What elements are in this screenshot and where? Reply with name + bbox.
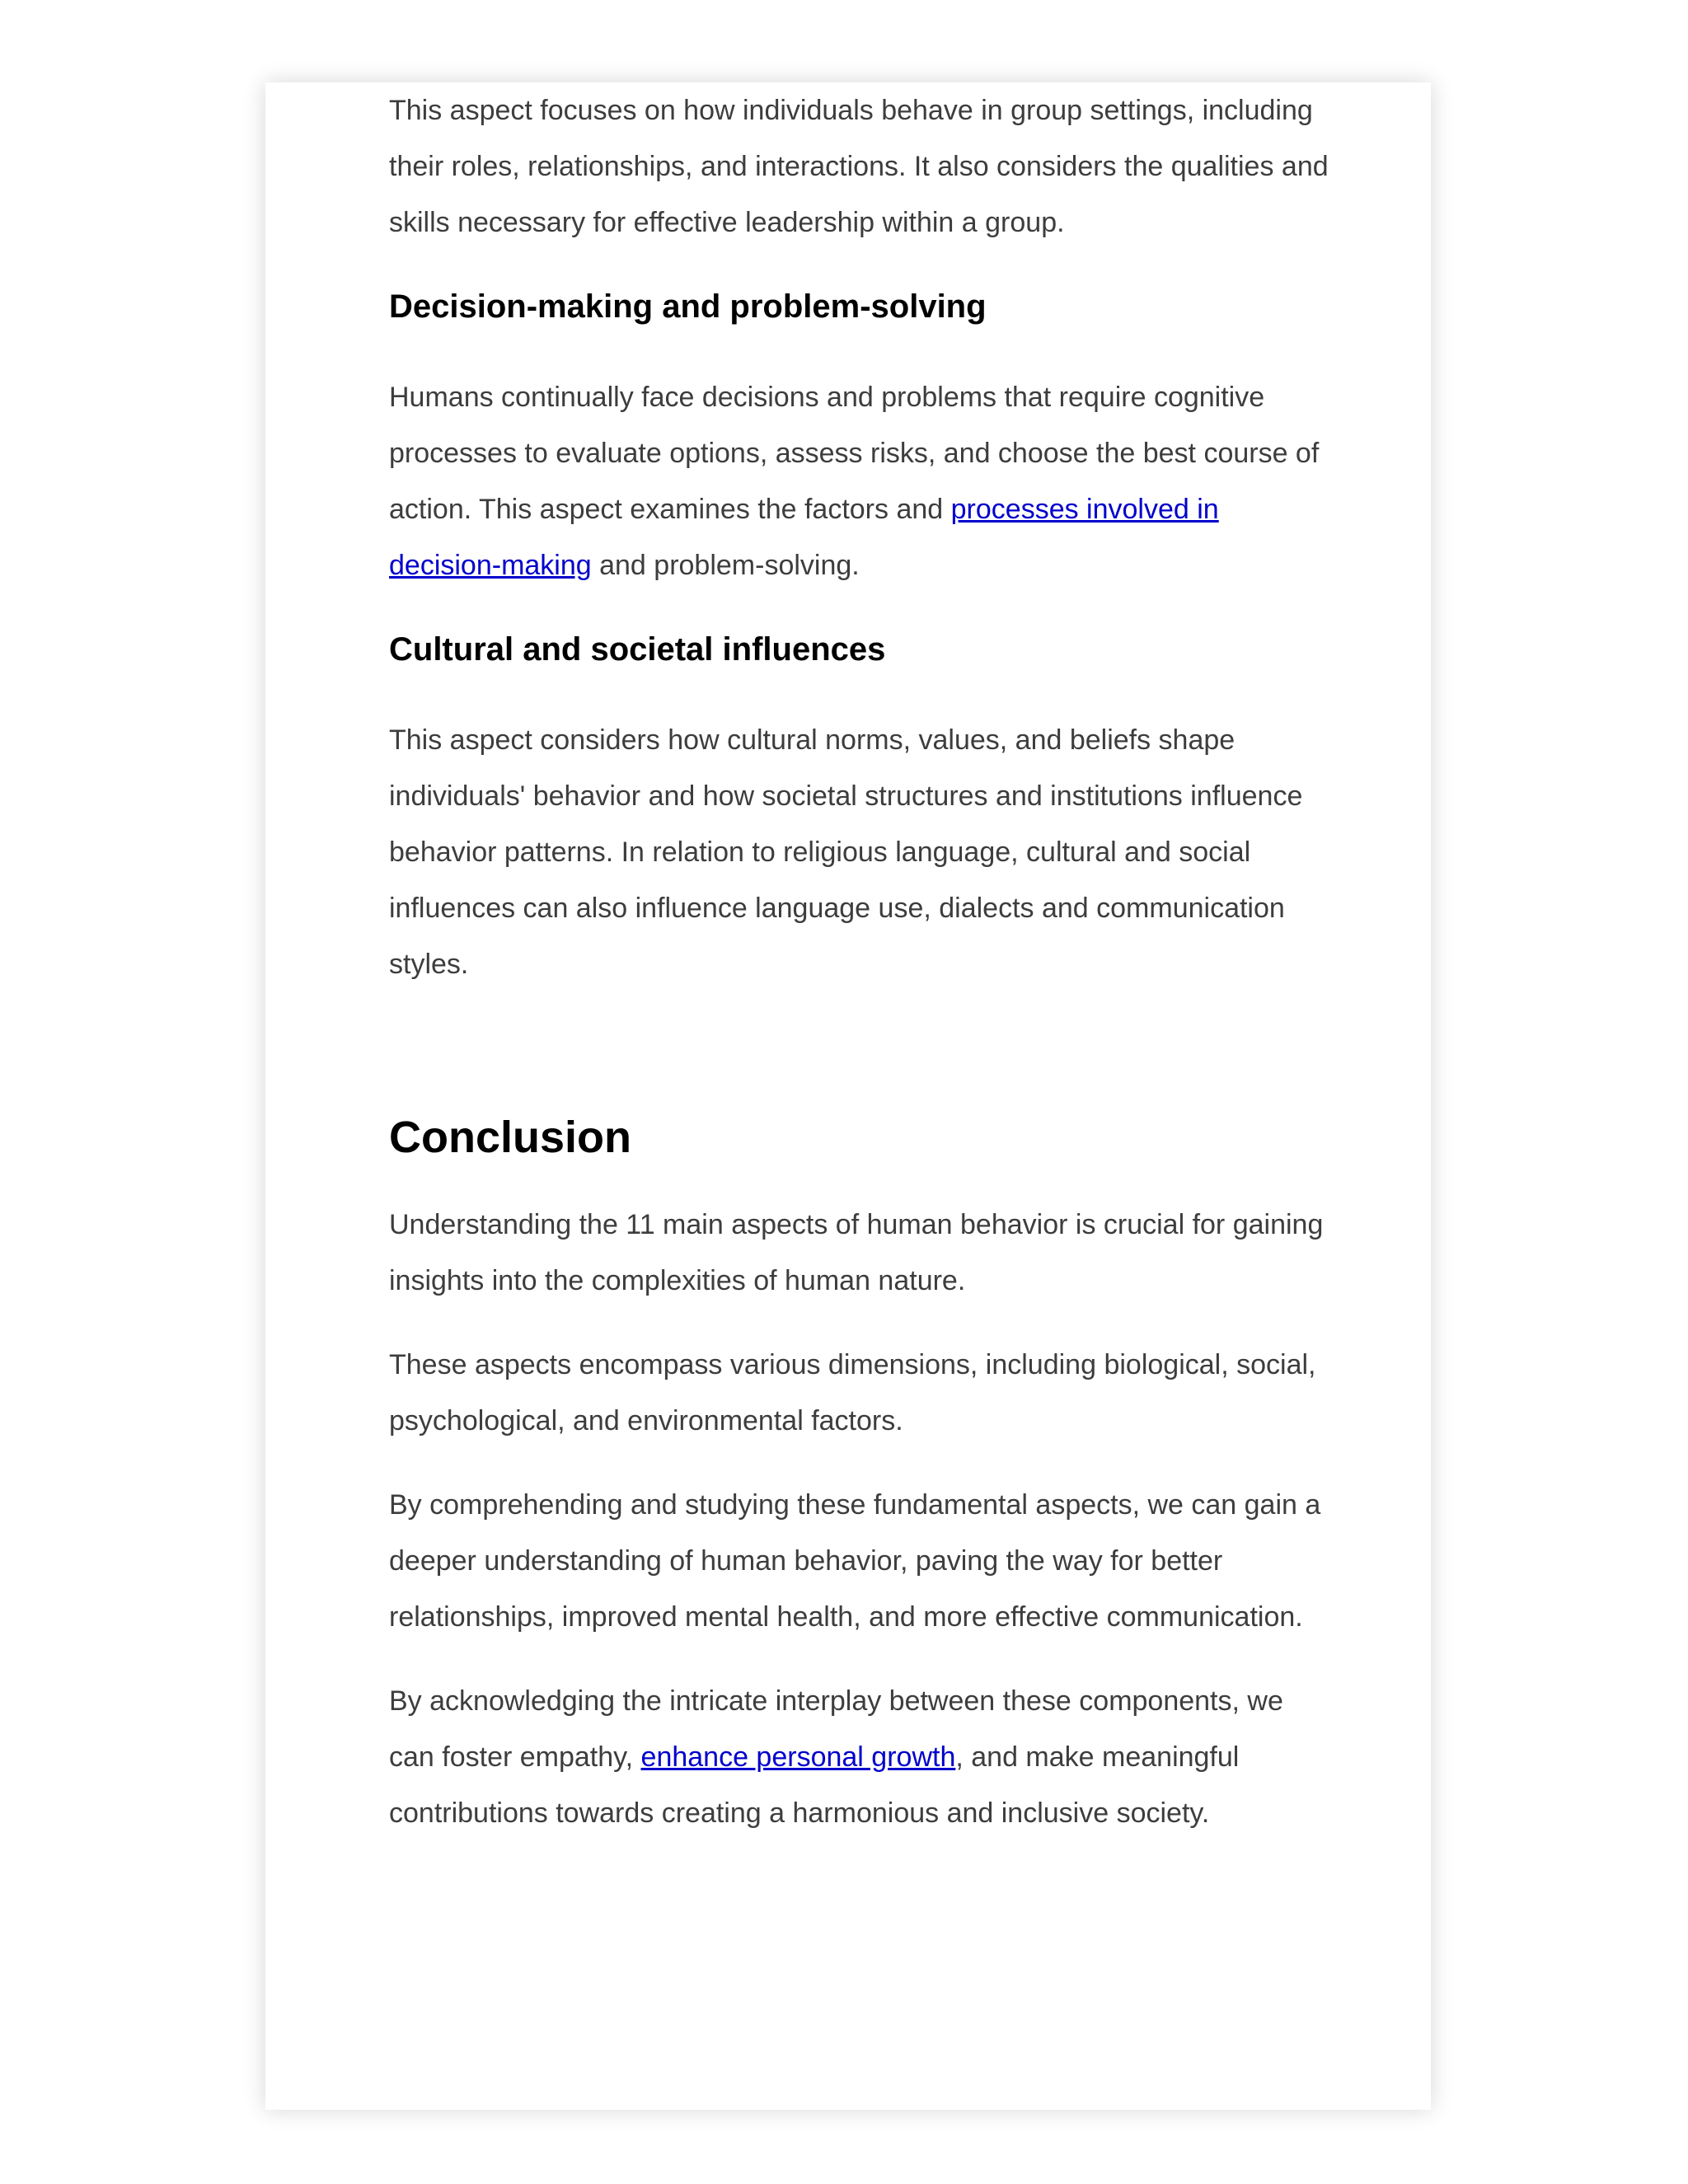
decision-making-paragraph [389,369,1329,593]
group-behavior-paragraph: This aspect focuses on how individuals behave in group settings, including their roles, relationships, and interactions. It also considers the qualities and skills necessary for effective leadership within a group. [389,95,1329,238]
article-content [389,82,1329,1841]
conclusion-paragraph-2: These aspects encompass various dimensions, including biological, social, psychological, and environmental factors. [389,1349,1316,1436]
conclusion-paragraph-4 [389,1673,1329,1841]
enhance-personal-growth-link[interactable]: enhance personal growth [640,1741,956,1773]
conclusion-paragraph-3: By comprehending and studying these fundamental aspects, we can gain a deeper understanding of human behavior, paving the way for better relationships, improved mental health, and more effective communication. [389,1489,1321,1633]
conclusion-heading: Conclusion [389,1113,631,1162]
decision-making-text-after-link: and problem-solving. [591,550,860,581]
conclusion-paragraph-1: Understanding the 11 main aspects of human behavior is crucial for gaining insights into the complexities of human nature. [389,1209,1324,1296]
conclusion-text-after-link: , and make meaningful contributions towards creating a harmonious and inclusive society. [389,1741,1240,1829]
decision-making-heading: Decision-making and problem-solving [389,288,987,325]
decision-making-text-before-link: Humans continually face decisions and problems that require cognitive processes to evaluate options, assess risks, and choose the best course of action. This aspect examines the factors and [389,382,1320,525]
cultural-influences-paragraph: This aspect considers how cultural norms, values, and beliefs shape individuals' behavior and how societal structures and institutions influence behavior patterns. In relation to religious language, cultural and social influences can also influence language use, dialects and communication styles. [389,724,1303,980]
cultural-influences-heading: Cultural and societal influences [389,631,886,668]
conclusion-text-before-link: By acknowledging the intricate interplay between these components, we can foster empathy, [389,1685,1283,1773]
decision-making-processes-link[interactable]: processes involved in decision-making [389,494,1219,581]
